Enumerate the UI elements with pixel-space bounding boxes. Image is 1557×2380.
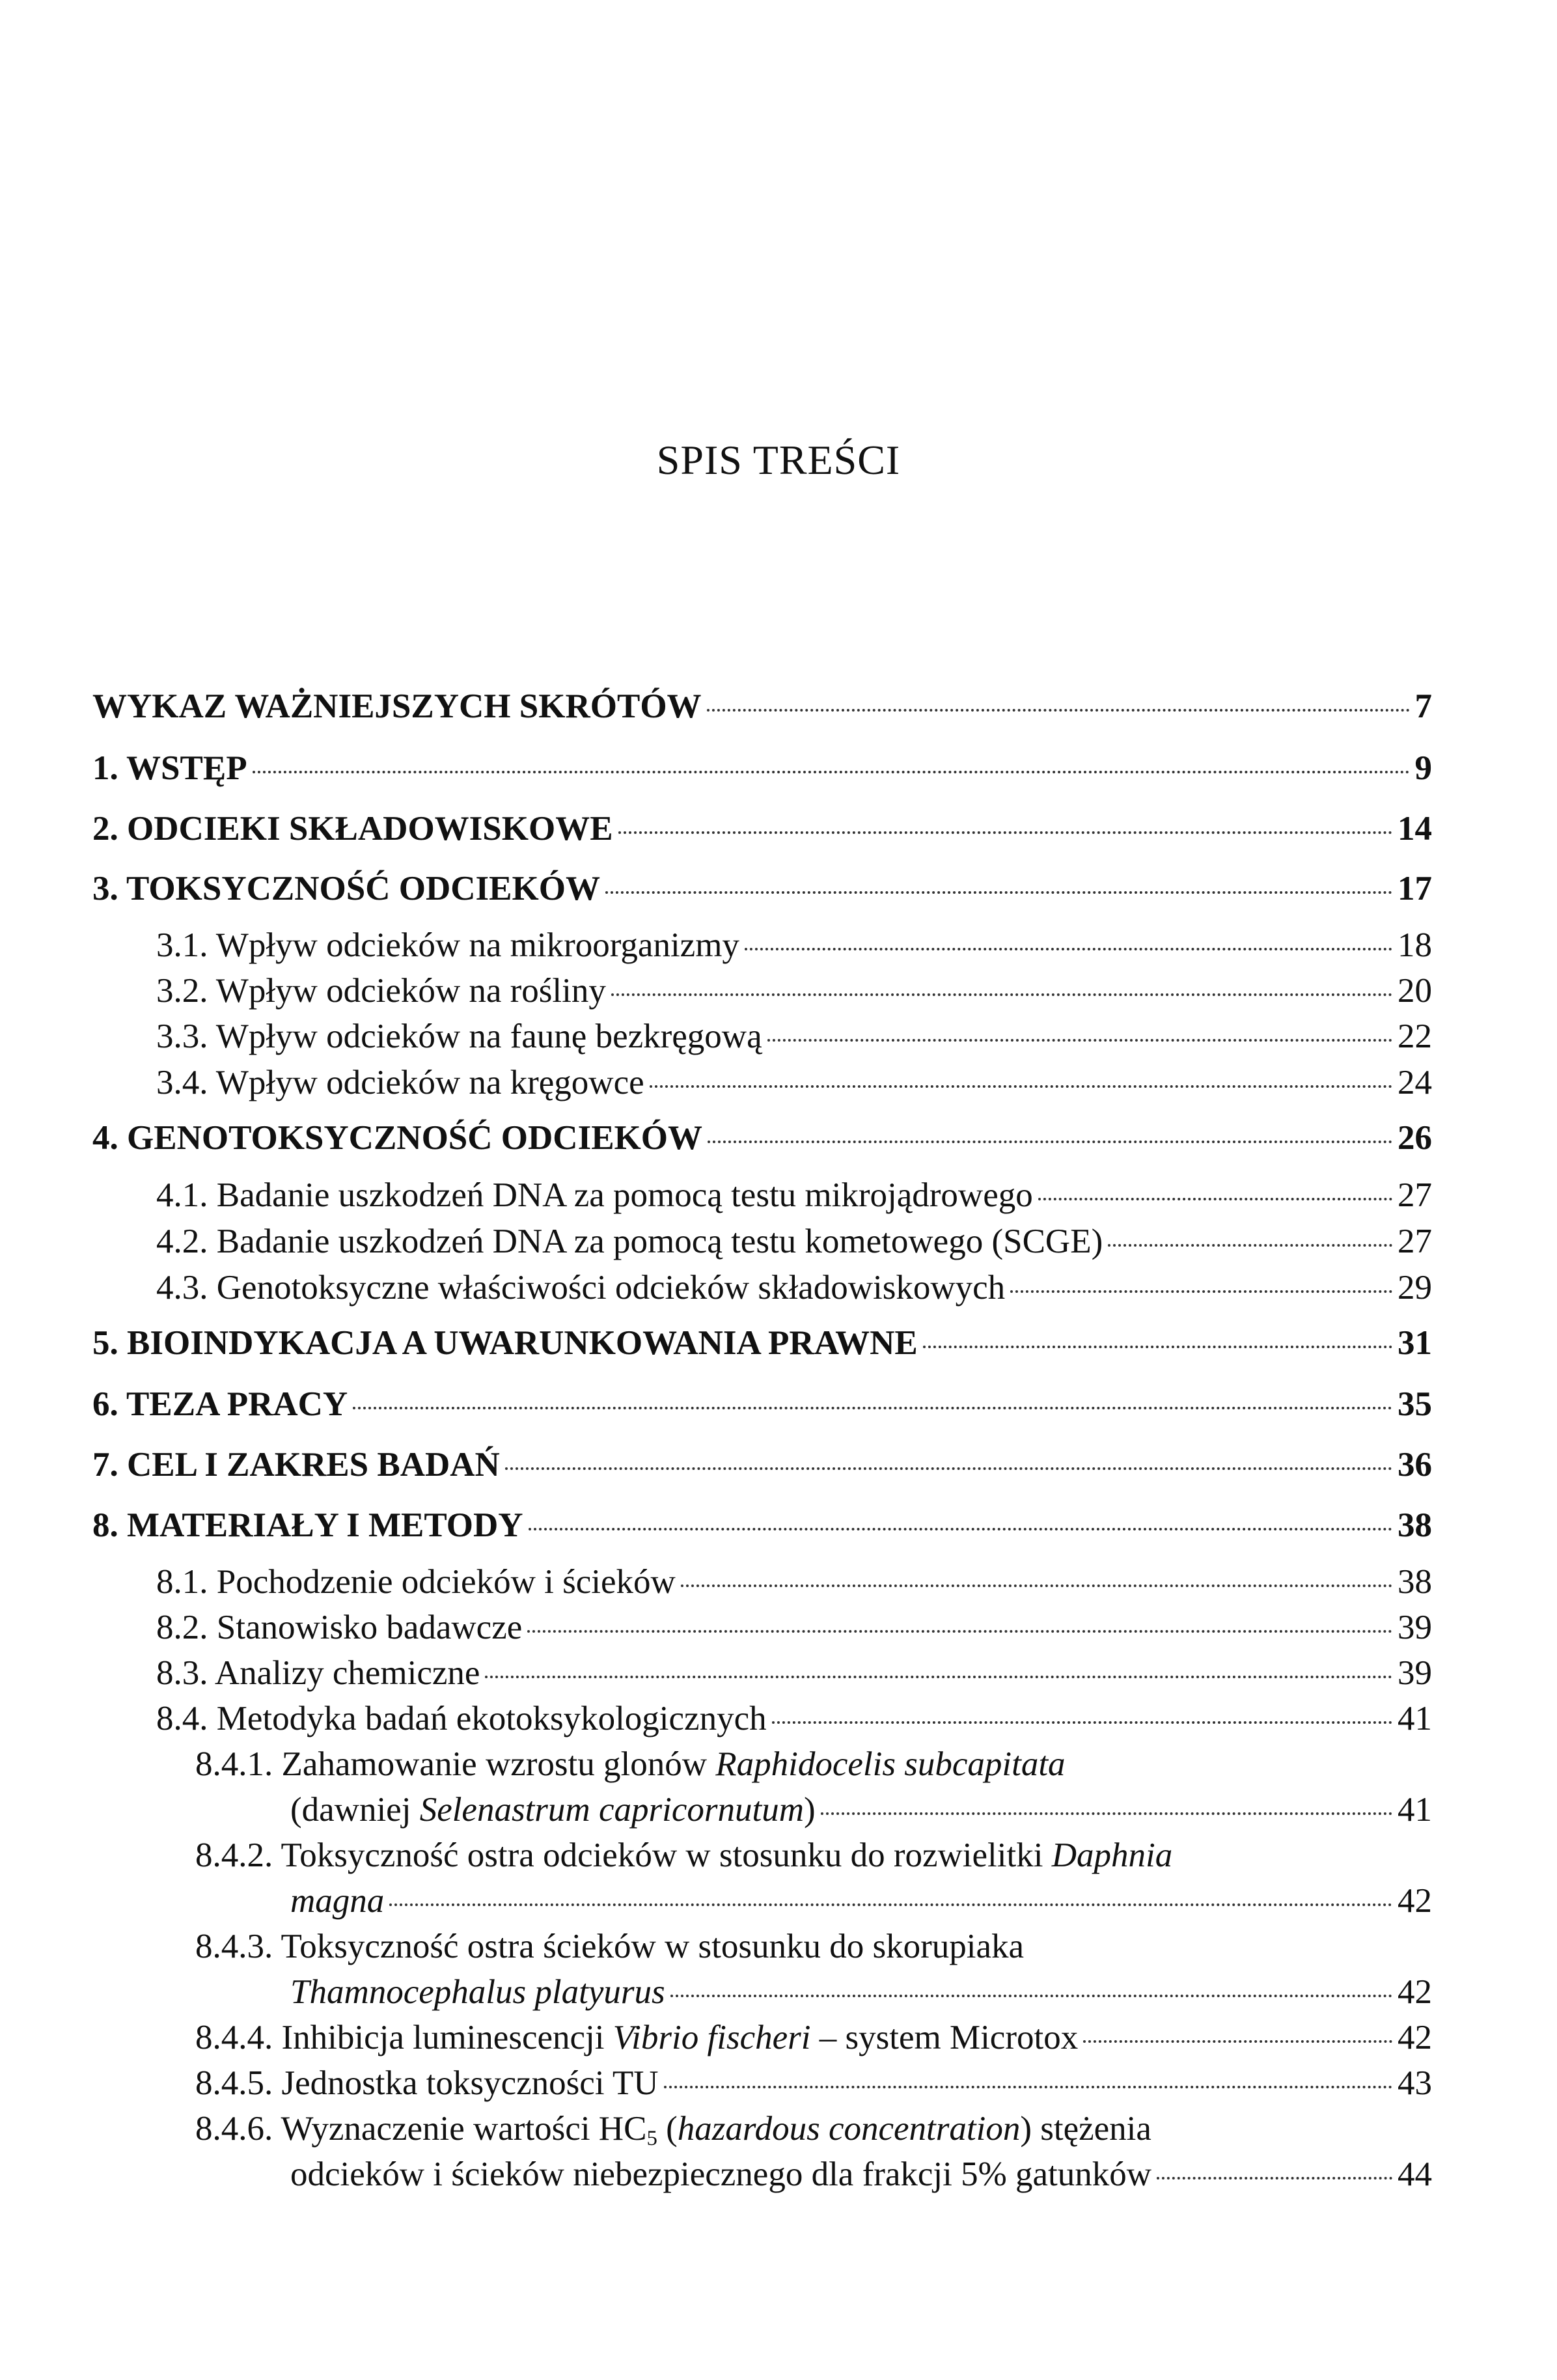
toc-entry-page: 27 [1398, 1176, 1432, 1214]
toc-entry-page: 39 [1398, 1654, 1432, 1692]
toc-entry-page: 20 [1398, 972, 1432, 1010]
dot-leader [605, 891, 1392, 894]
term-italic: hazardous concentration [677, 2110, 1021, 2148]
toc-entry[interactable] [156, 1699, 1432, 1738]
dot-leader [1038, 1198, 1392, 1200]
toc-entry-title [195, 2018, 1078, 2057]
toc-entry-page: 42 [1398, 2019, 1432, 2056]
dot-leader [529, 1528, 1392, 1530]
text-part: – system Microtox [810, 2019, 1079, 2056]
toc-entry[interactable] [156, 1654, 1432, 1693]
toc-entry-title: 7. CEL I ZAKRES BADAŃ [92, 1446, 500, 1484]
page-title: SPIS TREŚCI [656, 437, 901, 483]
toc-entry-title: 3.4. Wpływ odcieków na kręgowce [156, 1064, 644, 1101]
toc-entry[interactable] [156, 1063, 1432, 1102]
toc-entry-line[interactable] [195, 1927, 1024, 1966]
dot-leader [1108, 1244, 1392, 1247]
toc-entry-line[interactable] [195, 2109, 1151, 2151]
dot-leader [664, 2086, 1393, 2088]
text-part: ( [657, 2110, 678, 2148]
dot-leader [253, 771, 1410, 773]
toc-entry-title: 8.4.2. Toksyczność ostra odcieków w stosunku do rozwielitki [195, 1836, 1052, 1874]
species-name: Raphidocelis subcapitata [715, 1745, 1066, 1783]
toc-entry[interactable] [92, 1445, 1432, 1484]
toc-entry-page: 41 [1398, 1791, 1432, 1829]
toc-entry-page: 26 [1398, 1119, 1432, 1157]
dot-leader [681, 1584, 1392, 1587]
toc-entry[interactable] [156, 1017, 1432, 1056]
toc-entry-page: 41 [1398, 1700, 1432, 1737]
species-name: Selenastrum capricornutum [419, 1791, 804, 1829]
dot-leader [767, 1039, 1392, 1042]
toc-entry-page: 38 [1398, 1563, 1432, 1601]
toc-entry[interactable] [92, 1506, 1432, 1545]
toc-entry-title: 6. TEZA PRACY [92, 1385, 348, 1423]
dot-leader [707, 709, 1410, 712]
toc-entry[interactable] [156, 926, 1432, 965]
toc-entry-page: 24 [1398, 1064, 1432, 1101]
toc-entry-title-cont: odcieków i ścieków niebezpiecznego dla frakcji 5% gatunków [290, 2155, 1152, 2193]
toc-entry-title: 8.2. Stanowisko badawcze [156, 1609, 523, 1646]
toc-entry[interactable] [156, 1268, 1432, 1307]
toc-entry[interactable] [290, 1881, 1432, 1920]
toc-entry-title: 8.4.3. Toksyczność ostra ścieków w stosunku do skorupiaka [195, 1928, 1025, 1965]
toc-entry[interactable] [92, 1118, 1432, 1157]
toc-entry-page: 18 [1398, 926, 1432, 964]
dot-leader [618, 831, 1392, 834]
dot-leader [923, 1346, 1392, 1348]
toc-entry[interactable] [290, 1972, 1432, 2012]
toc-entry-title: 3. TOKSYCZNOŚĆ ODCIEKÓW [92, 870, 600, 907]
toc-entry-page: 14 [1398, 810, 1432, 848]
subscript: 5 [646, 2127, 657, 2151]
toc-entry-title: 4.1. Badanie uszkodzeń DNA za pomocą testu mikrojądrowego [156, 1176, 1033, 1214]
toc-entry[interactable] [290, 2155, 1432, 2194]
toc-entry-page: 42 [1398, 1882, 1432, 1920]
toc-entry-title: 8.3. Analizy chemiczne [156, 1654, 480, 1692]
dot-leader [650, 1085, 1392, 1088]
toc-entry-page: 35 [1398, 1385, 1432, 1423]
toc-entry-page: 29 [1398, 1269, 1432, 1307]
toc-entry-page: 38 [1398, 1506, 1432, 1544]
toc-entry-page: 9 [1414, 749, 1432, 787]
toc-entry-title: 5. BIOINDYKACJA A UWARUNKOWANIA PRAWNE [92, 1324, 918, 1362]
toc-entry[interactable] [92, 1323, 1432, 1363]
toc-entry[interactable] [156, 1176, 1432, 1215]
dot-leader [670, 1995, 1392, 1997]
toc-entry[interactable] [290, 1790, 1432, 1829]
toc-entry-title: 8.4.1. Zahamowanie wzrostu glonów [195, 1745, 716, 1783]
toc-entry-title-cont [290, 1972, 665, 2012]
dot-leader [745, 948, 1392, 950]
toc-entry-page: 42 [1398, 1973, 1432, 2011]
dot-leader [708, 1141, 1392, 1143]
toc-entry[interactable] [156, 1608, 1432, 1647]
toc-entry[interactable] [92, 869, 1432, 908]
toc-entry[interactable] [156, 1222, 1432, 1261]
toc-entry-title: WYKAZ WAŻNIEJSZYCH SKRÓTÓW [92, 687, 702, 725]
toc-entry-title: 8.4.6. Wyznaczenie wartości HC [195, 2110, 647, 2148]
dot-leader [611, 993, 1392, 996]
toc-entry[interactable] [92, 1385, 1432, 1424]
toc-entry[interactable] [195, 2064, 1432, 2103]
toc-entry-title-cont [290, 1881, 384, 1920]
toc-entry-page: 17 [1398, 870, 1432, 907]
toc-entry-title-cont [290, 1790, 816, 1829]
text-part: ) [804, 1791, 816, 1829]
toc-entry-title: 8. MATERIAŁY I METODY [92, 1506, 523, 1544]
toc-entry-page: 22 [1398, 1017, 1432, 1055]
dot-leader [1157, 2177, 1392, 2179]
toc-entry[interactable] [92, 749, 1432, 788]
toc-entry-title: 3.1. Wpływ odcieków na mikroorganizmy [156, 926, 739, 964]
dot-leader [353, 1407, 1392, 1409]
toc-entry-title: 4.2. Badanie uszkodzeń DNA za pomocą testu kometowego (SCGE) [156, 1223, 1103, 1260]
toc-entry[interactable] [195, 2018, 1432, 2057]
toc-entry-title: 8.4. Metodyka badań ekotoksykologicznych [156, 1700, 767, 1737]
toc-entry-title: 3.2. Wpływ odcieków na rośliny [156, 972, 606, 1010]
text-part: ) stężenia [1020, 2110, 1151, 2148]
toc-entry-title: 3.3. Wpływ odcieków na faunę bezkręgową [156, 1017, 762, 1055]
toc-entry[interactable] [156, 1562, 1432, 1601]
toc-entry-line[interactable] [195, 1745, 1066, 1784]
toc-entry-page: 39 [1398, 1609, 1432, 1646]
text-part: (dawniej [290, 1791, 420, 1829]
toc-entry-page: 7 [1414, 687, 1432, 725]
toc-entry-page: 43 [1398, 2064, 1432, 2102]
toc-entry-title: 4.3. Genotoksyczne właściwości odcieków składowiskowych [156, 1269, 1006, 1307]
toc-entry-page: 27 [1398, 1223, 1432, 1260]
species-name: magna [290, 1882, 385, 1920]
text-part: 8.4.4. Inhibicja luminescencji [195, 2019, 613, 2056]
toc-entry-line[interactable] [195, 1836, 1172, 1875]
dot-leader [1010, 1290, 1392, 1293]
dot-leader [389, 1903, 1392, 1906]
toc-entry-page: 31 [1398, 1324, 1432, 1362]
toc-entry-title: 8.4.5. Jednostka toksyczności TU [195, 2064, 659, 2102]
dot-leader [485, 1676, 1392, 1678]
toc-entry-title: 4. GENOTOKSYCZNOŚĆ ODCIEKÓW [92, 1119, 702, 1157]
species-name: Thamnocephalus platyurus [290, 1973, 665, 2011]
dot-leader [821, 1812, 1392, 1815]
species-name: Vibrio fischeri [613, 2019, 811, 2056]
toc-entry[interactable] [92, 687, 1432, 726]
toc-entry-title: 8.1. Pochodzenie odcieków i ścieków [156, 1563, 676, 1601]
dot-leader [1083, 2040, 1392, 2043]
toc-entry-title: 1. WSTĘP [92, 749, 247, 787]
dot-leader [505, 1467, 1392, 1470]
toc-entry-page: 44 [1398, 2155, 1432, 2193]
dot-leader [772, 1721, 1392, 1724]
species-name: Daphnia [1051, 1836, 1173, 1874]
dot-leader [527, 1630, 1392, 1633]
toc-entry[interactable] [156, 971, 1432, 1010]
toc-entry-page: 36 [1398, 1446, 1432, 1484]
toc-entry-title: 2. ODCIEKI SKŁADOWISKOWE [92, 810, 613, 848]
toc-entry[interactable] [92, 809, 1432, 848]
